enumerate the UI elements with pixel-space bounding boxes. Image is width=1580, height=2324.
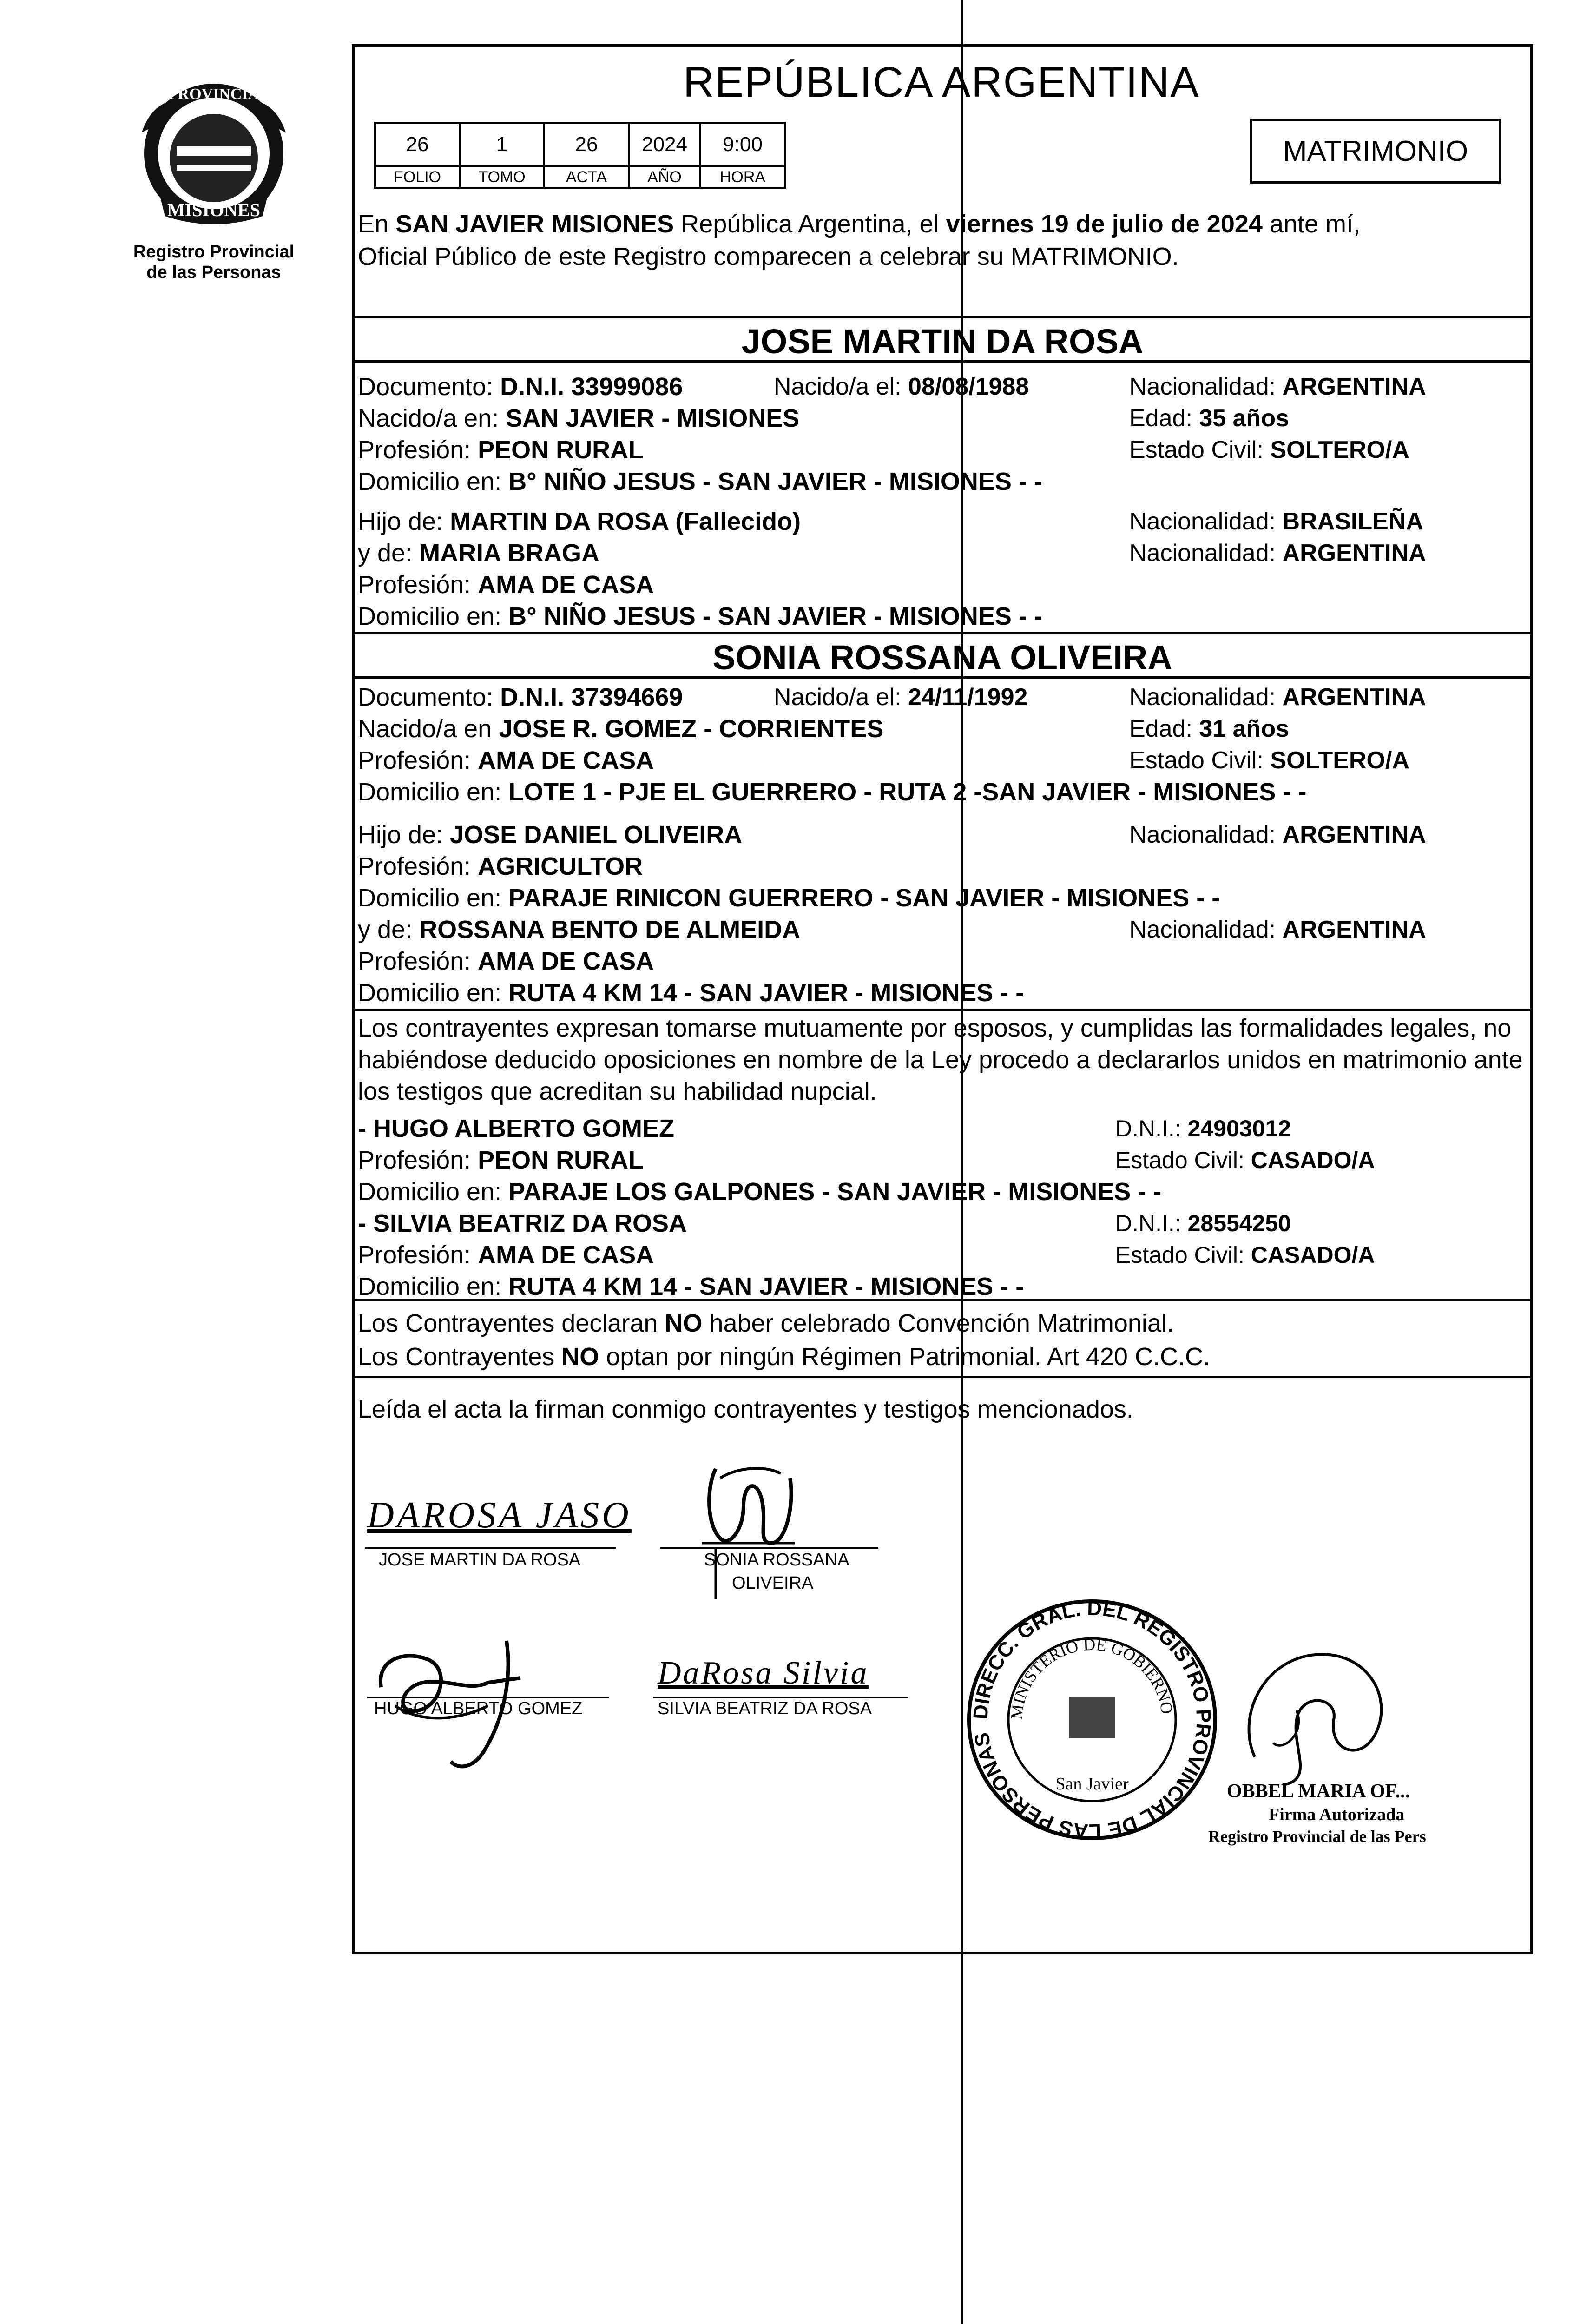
officer-title: Firma Autorizada xyxy=(1269,1805,1405,1824)
officer-name: OBBEL MARIA OF... xyxy=(1227,1781,1410,1802)
divider-5 xyxy=(352,1009,1533,1011)
registry-name-line1: Registro Provincial xyxy=(133,242,295,262)
closing-text: Leída el acta la firman conmigo contrayentes y testigos mencionados. xyxy=(358,1395,1133,1423)
witness-1-prof-value: PEON RURAL xyxy=(478,1146,644,1174)
bride-dom-label: Domicilio en: xyxy=(358,778,509,806)
groom-age xyxy=(1129,403,1289,433)
act-data-table xyxy=(374,122,786,189)
witness-2-dni-value: 28554250 xyxy=(1187,1210,1291,1236)
witness-2-signature-label: SILVIA BEATRIZ DA ROSA xyxy=(658,1699,872,1718)
bride-mother-value: ROSSANA BENTO DE ALMEIDA xyxy=(419,916,801,944)
province-shield-logo xyxy=(132,77,295,230)
groom-mother-prof-label: Profesión: xyxy=(358,571,478,599)
convention-l2c: optan por ningún Régimen Patrimonial. Art 420 C.C.C. xyxy=(599,1343,1210,1371)
groom-mother-nat-label: Nacionalidad: xyxy=(1129,540,1283,567)
witness-2-civil-value: CASADO/A xyxy=(1251,1242,1375,1268)
divider-1 xyxy=(352,316,1533,318)
witness-1-civil-value: CASADO/A xyxy=(1251,1147,1375,1173)
witness-1-dom xyxy=(358,1177,1161,1207)
bride-dom-value: LOTE 1 - PJE EL GUERRERO - RUTA 2 -SAN JAVIER - MISIONES - - xyxy=(508,778,1307,806)
groom-doc xyxy=(358,372,683,402)
act-type-box: MATRIMONIO xyxy=(1250,119,1501,184)
groom-signature: DAROSA JASO xyxy=(367,1495,632,1536)
bride-dom xyxy=(358,777,1306,807)
bride-mother-nat-value: ARGENTINA xyxy=(1282,916,1426,943)
convention-line-1 xyxy=(358,1308,1174,1338)
hora-label: HORA xyxy=(700,166,785,188)
bride-civil-label: Estado Civil: xyxy=(1129,747,1271,774)
witness-1-signature-label: HUGO ALBERTO GOMEZ xyxy=(374,1699,583,1718)
witness-1-dni-label: D.N.I.: xyxy=(1115,1116,1188,1142)
witness-1-dni xyxy=(1115,1114,1291,1143)
convention-l1a: Los Contrayentes declaran xyxy=(358,1309,665,1337)
seal-outer-text: DIRECC. GRAL. DEL REGISTRO PROVINCIAL DE LAS PERSONAS xyxy=(969,1597,1215,1843)
intro-p2: República Argentina, el xyxy=(674,210,946,238)
bride-mother-dom-label: Domicilio en: xyxy=(358,979,509,1007)
bride-mother-nat xyxy=(1129,915,1426,944)
groom-signature-line xyxy=(365,1547,616,1549)
bride-name: SONIA ROSSANA OLIVEIRA xyxy=(712,638,1172,677)
groom-mother-dom xyxy=(358,601,1042,631)
groom-prof-value: PEON RURAL xyxy=(478,436,644,464)
groom-dom-label: Domicilio en: xyxy=(358,468,509,495)
bride-prof-label: Profesión: xyxy=(358,746,478,774)
bride-mother-label: y de: xyxy=(358,916,420,944)
witness-1-prof xyxy=(358,1145,644,1175)
bride-doc-label: Documento: xyxy=(358,683,500,711)
bride-father-prof xyxy=(358,852,643,881)
officer-office: Registro Provincial de las Pers xyxy=(1208,1827,1426,1846)
convention-l1b: NO xyxy=(665,1309,703,1337)
groom-mother-label: y de: xyxy=(358,539,420,567)
bride-mother-dom xyxy=(358,978,1024,1008)
witness-2-prof-value: AMA DE CASA xyxy=(478,1241,654,1269)
groom-name: JOSE MARTIN DA ROSA xyxy=(741,322,1144,361)
bride-born-value: 24/11/1992 xyxy=(908,684,1028,711)
witness-2-signature: DaRosa Silvia xyxy=(658,1655,869,1691)
bride-nat-label: Nacionalidad: xyxy=(1129,684,1283,711)
convention-line-2 xyxy=(358,1342,1210,1372)
witness-2-dni xyxy=(1115,1208,1291,1238)
seal-city: San Javier xyxy=(1055,1774,1129,1794)
intro-date: viernes 19 de julio de 2024 xyxy=(946,210,1263,238)
bride-age-value: 31 años xyxy=(1199,715,1289,742)
groom-birthplace xyxy=(358,403,799,433)
divider-3 xyxy=(352,632,1533,634)
bride-father-label: Hijo de: xyxy=(358,821,450,849)
hora-value: 9:00 xyxy=(700,123,785,166)
convention-l2a: Los Contrayentes xyxy=(358,1343,562,1371)
official-round-seal xyxy=(962,1594,1222,1845)
acta-value: 26 xyxy=(544,123,629,166)
bride-father-prof-label: Profesión: xyxy=(358,852,478,880)
witness-2-civil-label: Estado Civil: xyxy=(1115,1242,1251,1268)
intro-p1: En xyxy=(358,210,396,238)
divider-7 xyxy=(352,1376,1533,1378)
intro-place: SAN JAVIER MISIONES xyxy=(395,210,674,238)
bride-nat xyxy=(1129,682,1426,712)
bride-birthplace xyxy=(358,714,883,744)
bride-nat-value: ARGENTINA xyxy=(1282,684,1426,711)
seal-inner-text: MINISTERIO DE GOBIERNO xyxy=(1007,1635,1177,1720)
witness-1-name-value: - HUGO ALBERTO GOMEZ xyxy=(358,1115,674,1142)
bride-father-prof-value: AGRICULTOR xyxy=(478,852,643,880)
witness-2-dom-label: Domicilio en: xyxy=(358,1273,509,1301)
groom-father-label: Hijo de: xyxy=(358,508,450,535)
declaration-line-2: habiéndose deducido oposiciones en nombre de la Ley procedo a declararlos unidos en matrimonio ante xyxy=(358,1046,1523,1074)
groom-age-label: Edad: xyxy=(1129,405,1199,432)
groom-father-nat xyxy=(1129,507,1423,536)
bride-mother-prof-value: AMA DE CASA xyxy=(478,947,654,975)
bride-mother-prof-label: Profesión: xyxy=(358,947,478,975)
bride-civil xyxy=(1129,746,1409,775)
bride-doc xyxy=(358,682,683,712)
bride-mother xyxy=(358,915,800,944)
groom-father-value: MARTIN DA ROSA (Fallecido) xyxy=(450,508,801,535)
witness-1-dni-value: 24903012 xyxy=(1187,1116,1291,1142)
groom-signature-label: JOSE MARTIN DA ROSA xyxy=(379,1550,581,1570)
groom-mother-value: MARIA BRAGA xyxy=(419,539,600,567)
witness-2-civil xyxy=(1115,1240,1375,1270)
convention-l1c: haber celebrado Convención Matrimonial. xyxy=(702,1309,1174,1337)
bride-mother-prof xyxy=(358,946,654,976)
bride-signature-label-1: SONIA ROSSANA xyxy=(704,1550,849,1570)
bride-born-label: Nacido/a el: xyxy=(774,684,908,711)
groom-father-nat-label: Nacionalidad: xyxy=(1129,508,1283,535)
witness-2-name-value: - SILVIA BEATRIZ DA ROSA xyxy=(358,1209,687,1237)
groom-mother-nat-value: ARGENTINA xyxy=(1282,540,1426,567)
declaration-line-1: Los contrayentes expresan tomarse mutuamente por esposos, y cumplidas las formalidades legales, no xyxy=(358,1014,1512,1042)
witness-1-prof-label: Profesión: xyxy=(358,1146,478,1174)
groom-born xyxy=(774,372,1029,402)
officer-signature xyxy=(1227,1641,1403,1794)
bride-civil-value: SOLTERO/A xyxy=(1270,747,1409,774)
bride-prof xyxy=(358,746,654,775)
bride-signature-line xyxy=(660,1547,878,1549)
witness-1-civil xyxy=(1115,1145,1375,1175)
bride-birthplace-value: JOSE R. GOMEZ - CORRIENTES xyxy=(499,715,884,743)
folio-label: FOLIO xyxy=(375,166,460,188)
convention-l2b: NO xyxy=(561,1343,599,1371)
registry-name-line2: de las Personas xyxy=(146,263,281,282)
bride-father-dom-value: PARAJE RINICON GUERRERO - SAN JAVIER - MISIONES - - xyxy=(508,884,1220,912)
groom-father xyxy=(358,507,801,536)
witness-2-dni-label: D.N.I.: xyxy=(1115,1210,1188,1236)
groom-mother-nat xyxy=(1129,538,1426,568)
bride-birthplace-label: Nacido/a en xyxy=(358,715,499,743)
witness-1-dom-value: PARAJE LOS GALPONES - SAN JAVIER - MISIONES - - xyxy=(508,1178,1162,1206)
groom-mother-prof xyxy=(358,570,654,600)
groom-nat-value: ARGENTINA xyxy=(1282,373,1426,400)
bride-doc-value: D.N.I. 37394669 xyxy=(500,683,683,711)
groom-doc-value: D.N.I. 33999086 xyxy=(500,373,683,401)
groom-father-nat-value: BRASILEÑA xyxy=(1282,508,1423,535)
witness-2-name xyxy=(358,1208,687,1238)
groom-birthplace-label: Nacido/a en: xyxy=(358,404,506,432)
witness-1-civil-label: Estado Civil: xyxy=(1115,1147,1251,1173)
witness-2-dom-value: RUTA 4 KM 14 - SAN JAVIER - MISIONES - - xyxy=(508,1273,1024,1301)
groom-prof-label: Profesión: xyxy=(358,436,478,464)
acta-label: ACTA xyxy=(544,166,629,188)
witness-1-dom-label: Domicilio en: xyxy=(358,1178,509,1206)
groom-doc-label: Documento: xyxy=(358,373,500,401)
groom-mother-dom-value: B° NIÑO JESUS - SAN JAVIER - MISIONES - - xyxy=(508,602,1042,630)
groom-mother xyxy=(358,538,599,568)
groom-born-value: 08/08/1988 xyxy=(908,373,1029,400)
bride-father-value: JOSE DANIEL OLIVEIRA xyxy=(450,821,743,849)
registry-name xyxy=(121,242,307,283)
witness-2-prof xyxy=(358,1240,654,1270)
witness-2-prof-label: Profesión: xyxy=(358,1241,478,1269)
groom-born-label: Nacido/a el: xyxy=(774,373,908,400)
witness-1-signature-line xyxy=(367,1697,609,1698)
groom-mother-prof-value: AMA DE CASA xyxy=(478,571,654,599)
witness-2-dom xyxy=(358,1272,1024,1301)
bride-father-nat-value: ARGENTINA xyxy=(1282,821,1426,848)
bride-father-nat xyxy=(1129,820,1426,850)
folio-value: 26 xyxy=(375,123,460,166)
bride-father-nat-label: Nacionalidad: xyxy=(1129,821,1283,848)
bride-born xyxy=(774,682,1027,712)
bride-age xyxy=(1129,714,1289,744)
intro-line-2: Oficial Público de este Registro comparecen a celebrar su MATRIMONIO. xyxy=(358,243,1179,271)
groom-nat-label: Nacionalidad: xyxy=(1129,373,1283,400)
logo-top-text: PROVINCIA xyxy=(168,86,260,103)
groom-birthplace-value: SAN JAVIER - MISIONES xyxy=(506,404,800,432)
bride-father-dom-label: Domicilio en: xyxy=(358,884,509,912)
groom-mother-dom-label: Domicilio en: xyxy=(358,602,509,630)
bride-father xyxy=(358,820,742,850)
witness-1-name xyxy=(358,1114,674,1143)
groom-prof xyxy=(358,435,644,465)
anio-label: AÑO xyxy=(629,166,700,188)
bride-age-label: Edad: xyxy=(1129,715,1199,742)
groom-age-value: 35 años xyxy=(1199,405,1289,432)
bride-prof-value: AMA DE CASA xyxy=(478,746,654,774)
witness-2-signature-line xyxy=(653,1697,908,1698)
groom-dom-value: B° NIÑO JESUS - SAN JAVIER - MISIONES - - xyxy=(508,468,1042,495)
groom-dom xyxy=(358,467,1042,496)
bride-signature-label-2: OLIVEIRA xyxy=(732,1573,814,1593)
declaration-line-3: los testigos que acreditan su habilidad nupcial. xyxy=(358,1077,877,1105)
bride-mother-nat-label: Nacionalidad: xyxy=(1129,916,1283,943)
intro-p3: ante mí, xyxy=(1262,210,1361,238)
groom-civil xyxy=(1129,435,1409,465)
tomo-label: TOMO xyxy=(460,166,544,188)
anio-value: 2024 xyxy=(629,123,700,166)
bride-mother-dom-value: RUTA 4 KM 14 - SAN JAVIER - MISIONES - - xyxy=(508,979,1024,1007)
intro-line-1 xyxy=(358,209,1360,239)
tomo-value: 1 xyxy=(460,123,544,166)
groom-civil-value: SOLTERO/A xyxy=(1270,436,1409,463)
logo-bottom-text: MISIONES xyxy=(167,199,261,220)
bride-father-dom xyxy=(358,883,1220,913)
groom-nat xyxy=(1129,372,1426,402)
country-title: REPÚBLICA ARGENTINA xyxy=(683,59,1200,106)
groom-civil-label: Estado Civil: xyxy=(1129,436,1271,463)
